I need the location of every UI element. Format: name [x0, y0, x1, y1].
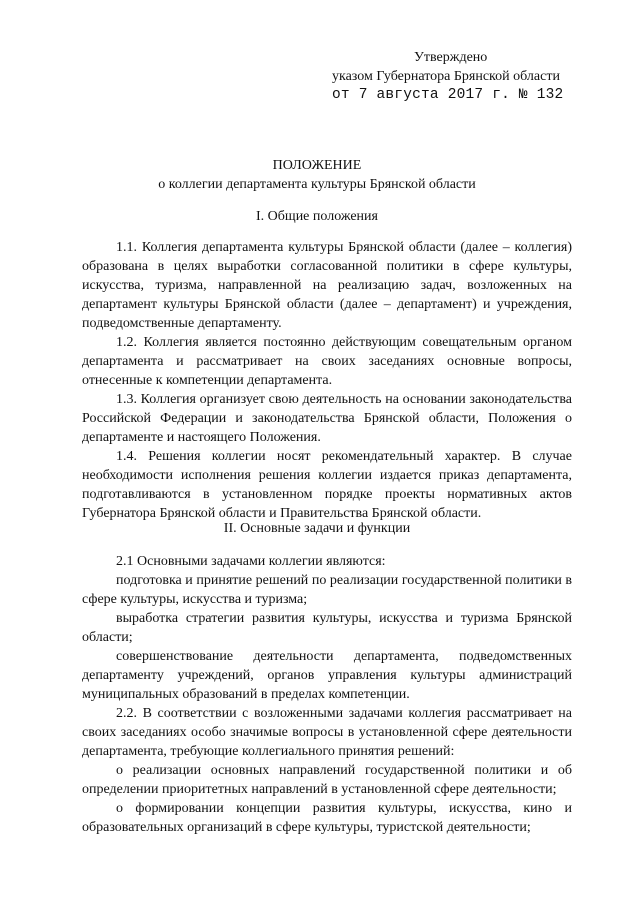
- section-general-body: [82, 238, 572, 523]
- approval-label: Утверждено: [414, 50, 488, 65]
- paragraph: совершенствование деятельности департамента, подведомственных департаменту учреждений, органов управления культуры администраций муниципальных образований в пределах компетенции.: [82, 649, 572, 702]
- paragraph: 1.3. Коллегия организует свою деятельность на основании законодательства Российской Федерации и законодательства Брянской области, Положения о департаменте и настоящего Положения.: [82, 392, 572, 445]
- paragraph: о формировании концепции развития культуры, искусства, кино и образовательных организаций в сфере культуры, туристской деятельности;: [82, 801, 572, 835]
- paragraph: выработка стратегии развития культуры, искусства и туризма Брянской области;: [82, 611, 572, 645]
- approval-stamp: [332, 48, 632, 105]
- approval-issuer: указом Губернатора Брянской области: [332, 69, 560, 84]
- document-title-main: ПОЛОЖЕНИЕ: [272, 158, 362, 173]
- paragraph: подготовка и принятие решений по реализации государственной политики в сфере культуры, искусства и туризма;: [82, 573, 572, 607]
- document-title-sub: о коллегии департамента культуры Брянской области: [158, 177, 476, 192]
- paragraph: 1.2. Коллегия является постоянно действующим совещательным органом департамента и рассматривает на своих заседаниях основные вопросы, отнесенные к компетенции департамента.: [82, 335, 572, 388]
- section-heading-tasks: II. Основные задачи и функции: [223, 521, 411, 536]
- approval-date-number: от 7 августа 2017 г. № 132: [332, 87, 564, 103]
- section-tasks-body: [82, 552, 572, 837]
- paragraph: 1.4. Решения коллегии носят рекомендательный характер. В случае необходимости исполнения решения коллегии издается приказ департамента, подготавливаются в установленном порядке проекты нормативных актов Губернатора Брянской области и Правительства Брянской области.: [82, 449, 572, 521]
- paragraph: 1.1. Коллегия департамента культуры Брянской области (далее – коллегия) образована в целях выработки согласованной политики в сфере культуры, искусства, туризма, направленной на реализацию задач, возложенных на департамент культуры Брянской области (далее – департамент) и учреждения, подведомственные департаменту.: [82, 240, 572, 331]
- paragraph: о реализации основных направлений государственной политики и об определении приоритетных направлений в установленной сфере деятельности;: [82, 763, 572, 797]
- paragraph: 2.2. В соответствии с возложенными задачами коллегия рассматривает на своих заседаниях особо значимые вопросы в установленной сфере деятельности департамента, требующие коллегиального принятия решений:: [82, 706, 572, 759]
- document-title: [62, 156, 572, 194]
- paragraph: 2.1 Основными задачами коллегии являются:: [116, 554, 386, 569]
- section-heading-general: I. Общие положения: [256, 209, 378, 224]
